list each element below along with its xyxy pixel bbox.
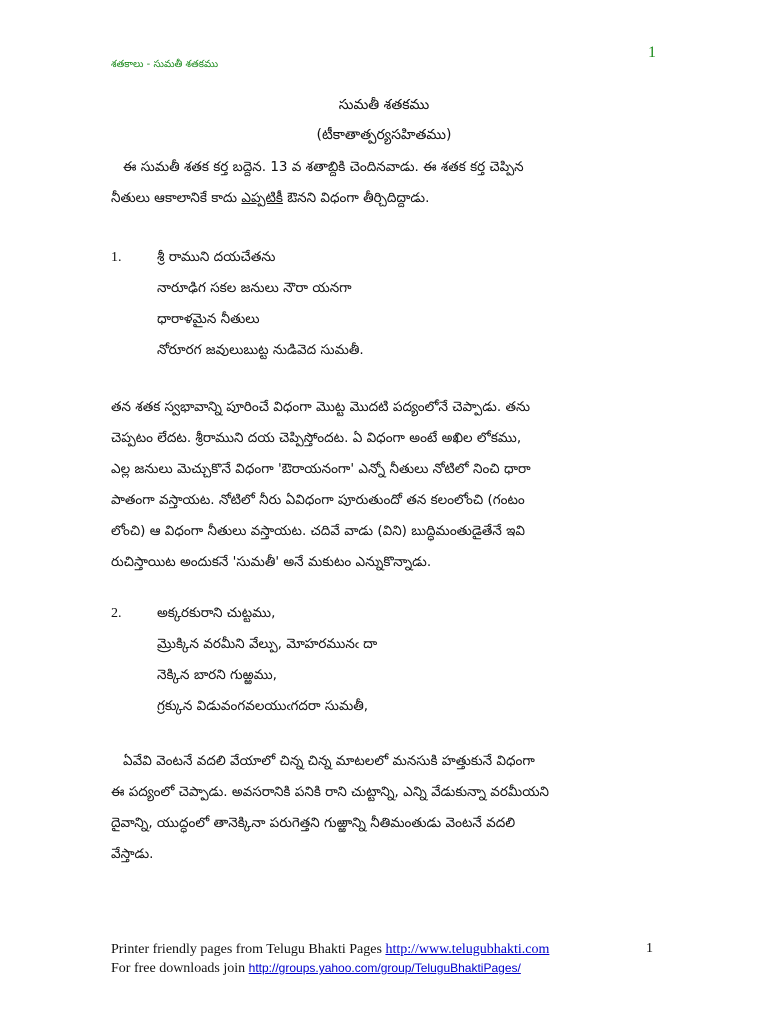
verse-line: ధారాళమైన నీతులు — [157, 311, 260, 327]
verse-line: నారూఢిగ సకల జనులు నౌరా యనగా — [157, 280, 352, 296]
running-header: శతకాలు - సుమతీ శతకము — [111, 59, 219, 70]
intro-text: ఔనని విధంగా తీర్చిదిద్దాడు. — [282, 190, 430, 206]
page-number-bottom: 1 — [646, 941, 653, 956]
page-footer — [111, 940, 659, 978]
footer-line-2 — [111, 959, 659, 978]
verse-line: గ్రక్కున విడువంగవలయుఁగదరా సుమతీ, — [157, 698, 369, 714]
document-title: సుమతీ శతకము — [338, 97, 430, 113]
intro-text: నీతులు ఆకాలానికే కాదు — [111, 190, 242, 206]
telugubhakti-link[interactable]: http://www.telugubhakti.com — [385, 942, 550, 957]
commentary-line: లోంచి) ఆ విధంగా నీతులు వస్తాయట. చదివే వాడు (విని) బుద్ధిమంతుడైతేనే ఇవి — [111, 523, 526, 539]
verse-lines — [157, 242, 364, 366]
yahoo-group-link[interactable]: http://groups.yahoo.com/group/TeluguBhaktiPages/ — [248, 961, 521, 975]
commentary-line: వేస్తాడు. — [111, 846, 154, 862]
page-number-top: 1 — [648, 44, 656, 61]
commentary-line: పాతంగా వస్తాయట. నోటిలో నీరు ఏవిధంగా పూరుతుందో తన కలంలోంచి (గంటం — [111, 492, 525, 508]
footer-line-1 — [111, 940, 659, 959]
commentary-line: తన శతక స్వభావాన్ని పూరించే విధంగా మొట్ట మొదటి పద్యంలోనే చెప్పాడు. తను — [111, 399, 531, 415]
footer-text: For free downloads join — [111, 961, 249, 976]
document-subtitle: (టీకాతాత్పర్యసహితము) — [316, 127, 452, 143]
commentary-line: ఏవేవి వెంటనే వదలి వేయాలో చిన్న చిన్న మాటలలో మనసుకి హత్తుకునే విధంగా — [123, 753, 535, 769]
commentary-paragraph-2 — [111, 746, 659, 870]
commentary-line: ఈ పద్యంలో చెప్పాడు. అవసరానికి పనికి రాని చుట్టాన్ని, ఎన్ని వేడుకున్నా వరమీయని — [111, 784, 550, 800]
verse-number: 2. — [111, 606, 122, 621]
verse-number: 1. — [111, 250, 122, 265]
commentary-line: ఎల్ల జనులు మెచ్చుకొనే విధంగా 'ఔరాయనంగా' ఎన్నో నీతులు నోటిలో నించి ధారా — [111, 461, 531, 477]
verse-line: శ్రీ రాముని దయచేతను — [157, 249, 276, 265]
verse-line: మ్రొక్కిన వరమీని వేల్పు, మోహరమునఁ దా — [157, 636, 378, 652]
underlined-word: ఎప్పటికీ — [241, 190, 283, 206]
intro-paragraph — [111, 152, 659, 214]
verse-lines — [157, 598, 377, 722]
commentary-paragraph-1 — [111, 392, 659, 578]
commentary-line: రుచిస్తాయిట అందుకనే 'సుమతీ' అనే మకుటం ఎన్నుకొన్నాడు. — [111, 554, 432, 570]
verse-line: అక్కరకురాని చుట్టము, — [157, 605, 276, 621]
intro-line: ఈ సుమతీ శతక కర్త బద్దెన. 13 వ శతాబ్దికి చెందినవాడు. ఈ శతక కర్త చెప్పిన — [123, 159, 524, 175]
commentary-line: దైవాన్ని, యుద్ధంలో తానెక్కినా పరుగెత్తని గుఱ్ఱాన్ని నీతిమంతుడు వెంటనే వదలి — [111, 815, 516, 831]
verse-line: నోరూరగ జవులుబుట్ట నుడివెద సుమతీ. — [157, 342, 364, 358]
footer-text: Printer friendly pages from Telugu Bhakti Pages — [111, 942, 386, 957]
commentary-line: చెప్పటం లేదట. శ్రీరాముని దయ చెప్పిస్తోందట. ఏ విధంగా అంటే అఖిల లోకము, — [111, 430, 522, 446]
verse-line: నెక్కిన బారని గుఱ్ఱము, — [157, 667, 277, 683]
intro-line — [111, 183, 659, 214]
